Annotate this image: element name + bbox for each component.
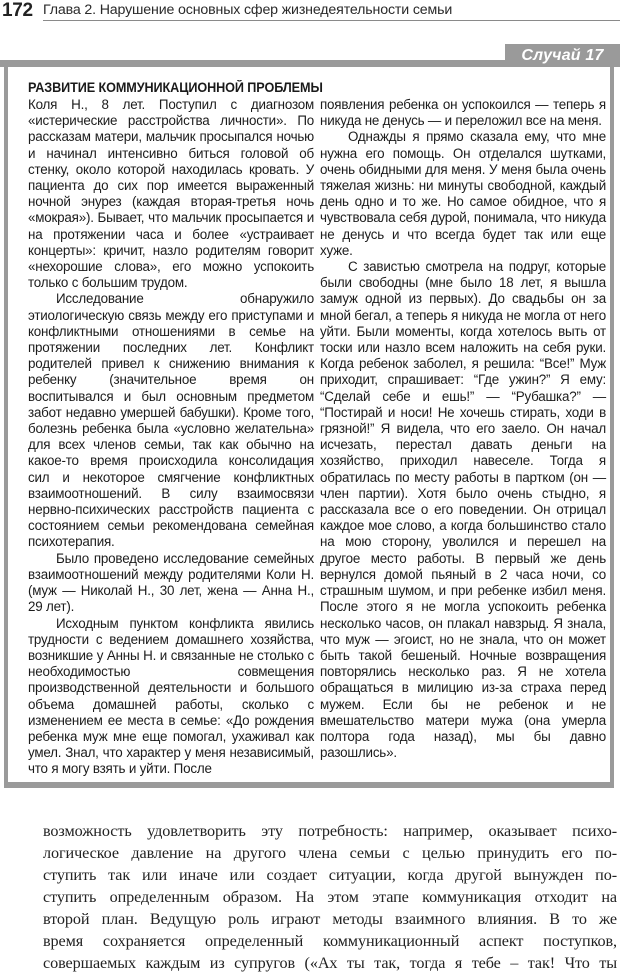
case-box [0, 47, 620, 792]
case-paragraph: Исследование обнаружило этиологическую связь между его приступами и конфликтными отношениями в семье на протяжении последних лет. Конфликт родителей привел к снижению внимания к ребенку (значительное время он воспитывался и был основным предметом забот недавно умершей бабушки). Кроме того, болезнь ребенка была «условно желательна» для всех членов семьи, так как обычно на какое-то время происходила консолидация сил и некоторое смягчение конфликтных взаимоотношений. В силу взаимосвязи нервно-психических расстройств пациента с состоянием семьи рекомендована семейная психотерапия. [28, 291, 314, 550]
body-line: второй план. Ведущую роль играют методы взаимного влияния. В то же [43, 910, 617, 928]
body-line: возможность удовлетворить эту потребность: например, оказывает психо- [43, 822, 617, 840]
case-title: РАЗВИТИЕ КОММУНИКАЦИОННОЙ ПРОБЛЕМЫ [28, 80, 323, 95]
case-paragraph: С завистью смотрела на подруг, которые были свободны (мне было 18 лет, я вышла замуж одной из первых). До свадьбы он за мной бегал, а теперь я никуда не могла от него уйти. Были моменты, когда хотелось выть от тоски или назло всем наложить на себя руки. Когда ребенок заболел, я решила: “Все!” Муж приходит, спрашивает: “Где ужин?” Я ему: “Сделай себе и ешь!” — “Рубашка?” — “Постирай и носи! Не хочешь стирать, ходи в грязной!” Я видела, что его заело. Он начал исчезать, перестал давать деньги на хозяйство, приходил навеселе. Тогда я обратилась по месту работы в партком (он — член партии). Хотя было очень стыдно, я рассказала все о его поведении. Он отрицал каждое мое слово, а когда большинство стало на мою сторону, уволился и перешел на другое место работы. В первый же день вернулся домой пьяный в 2 часа ночи, со страшным шумом, и при ребенке избил меня. После этого я не могла успокоить ребенка несколько часов, он плакал навзрыд. Я знала, что муж — эгоист, но не знала, что он может быть такой бешеный. Ночные возвращения повторялись несколько раз. Я не хотела обращаться в милицию из-за страха перед мужем. Если бы не ребенок и не вмешательство матери мужа (она умерла полтора года назад), мы бы давно разошлись». [320, 259, 606, 761]
body-line: время сохраняется определенный коммуникационный аспект поступков, [43, 932, 617, 950]
case-paragraph: Было проведено исследование семейных взаимоотношений между родителями Коли Н. (муж — Николай Н., 30 лет, жена — Анна Н., 29 лет). [28, 550, 314, 615]
running-head [0, 0, 620, 24]
chapter-title: Глава 2. Нарушение основных сфер жизнедеятельности семьи [43, 2, 453, 18]
body-line: совершаемых каждым из супругов («Ах ты так, тогда я тебе – так! Что ты [43, 954, 617, 972]
case-paragraph: Коля Н., 8 лет. Поступил с диагнозом «истерические расстройства личности». По рассказам матери, мальчик просыпался ночью и начинал интенсивно биться головой об стенку, около которой находилась кровать. У пациента до сих пор имеется выраженный ночной энурез (каждая вторая-третья ночь «мокрая»). Бывает, что мальчик просыпается и на протяжении часа и более «устраивает концерты»: кричит, назло родителям говорит «нехорошие слова», его можно успокоить только с большим трудом. [28, 97, 314, 291]
case-left-column [28, 97, 314, 778]
case-box-body [4, 67, 614, 788]
body-line: логическое давление на другого члена семьи с целью принудить его по- [43, 844, 617, 862]
header-rule [43, 20, 620, 21]
page-number: 172 [2, 0, 33, 21]
case-paragraph: появления ребенка он успокоился — теперь я никуда не денусь — и переложил все на меня. [320, 97, 606, 129]
case-right-column [320, 97, 606, 761]
case-paragraph: Исходным пунктом конфликта явились трудности с ведением домашнего хозяйства, возникшие у Анны Н. и связанные не столько с необходимостью совмещения производственной деятельности и большого объема домашней работы, сколько с изменением ее места в семье: «До рождения ребенка муж мне еще помогал, ухаживал как умел. Знал, что характер у меня независимый, что я могу взять и уйти. После [28, 615, 314, 777]
case-label-tab: Случай 17 [505, 44, 620, 67]
case-paragraph: Однажды я прямо сказала ему, что мне нужна его помощь. Он отделался шутками, очень обидными для меня. У меня была очень тяжелая жизнь: ни минуты свободной, каждый день одно и то же. Но самое обидное, что я чувствовала себя дурой, понимала, что никуда не денусь и что всегда будет так или еще хуже. [320, 129, 606, 258]
main-body-text [43, 820, 617, 974]
body-line: ступить определенным образом. На этом этапе коммуникация отходит на [43, 888, 617, 906]
body-line: ступить так или иначе или создает ситуации, когда другой вынужден по- [43, 866, 617, 884]
